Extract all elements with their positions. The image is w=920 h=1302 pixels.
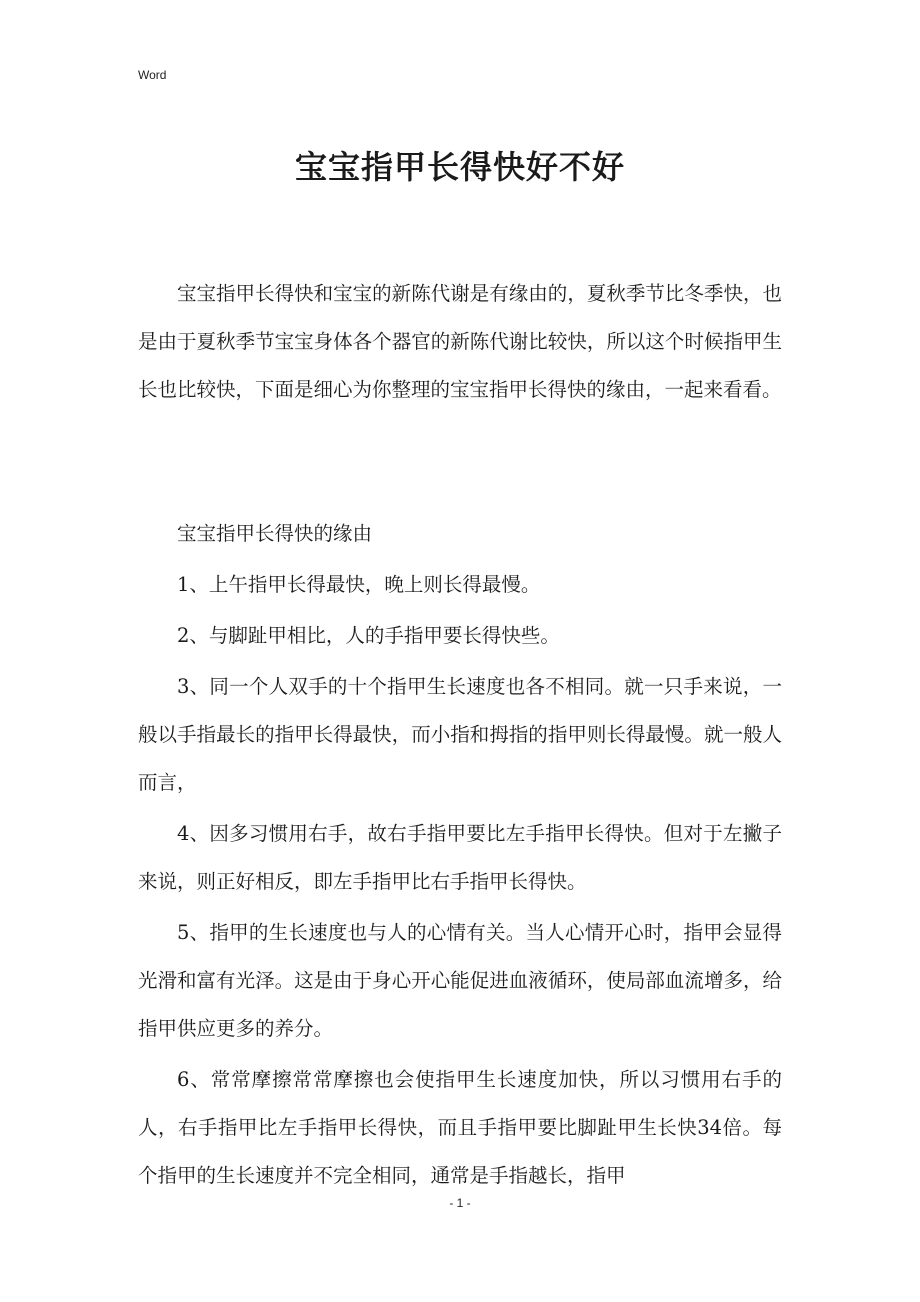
document-title: 宝宝指甲长得快好不好 [294, 148, 625, 186]
page-number: - 1 - [449, 1196, 471, 1210]
intro-paragraph: 宝宝指甲长得快和宝宝的新陈代谢是有缘由的，夏秋季节比冬季快，也是由于夏秋季节宝宝身体各个器官的新陈代谢比较快，所以这个时候指甲生长也比较快，下面是细心为你整理的宝宝指甲长得快的缘由，一起来看看。 [138, 282, 782, 401]
header-label: Word [138, 68, 167, 82]
document-body [138, 270, 782, 414]
list-item: 3、同一个人双手的十个指甲生长速度也各不相同。就一只手来说，一般以手指最长的指甲长得最快，而小指和拇指的指甲则长得最慢。就一般人而言， [138, 675, 782, 794]
list-item: 4、因多习惯用右手，故右手指甲要比左手指甲长得快。但对于左撇子来说，则正好相反，即左手指甲比右手指甲长得快。 [138, 822, 782, 893]
list-item: 2、与脚趾甲相比，人的手指甲要长得快些。 [177, 624, 560, 647]
section-heading: 宝宝指甲长得快的缘由 [177, 522, 373, 545]
reasons-section [138, 510, 782, 1200]
list-item: 6、常常摩擦常常摩擦也会使指甲生长速度加快，所以习惯用右手的人，右手指甲比左手指甲长得快，而且手指甲要比脚趾甲生长快34倍。每个指甲的生长速度并不完全相同，通常是手指越长，指甲 [138, 1068, 782, 1187]
list-item: 1、上午指甲长得最快，晚上则长得最慢。 [177, 573, 541, 596]
list-item: 5、指甲的生长速度也与人的心情有关。当人心情开心时，指甲会显得光滑和富有光泽。这是由于身心开心能促进血液循环，使局部血流增多，给指甲供应更多的养分。 [138, 921, 782, 1040]
